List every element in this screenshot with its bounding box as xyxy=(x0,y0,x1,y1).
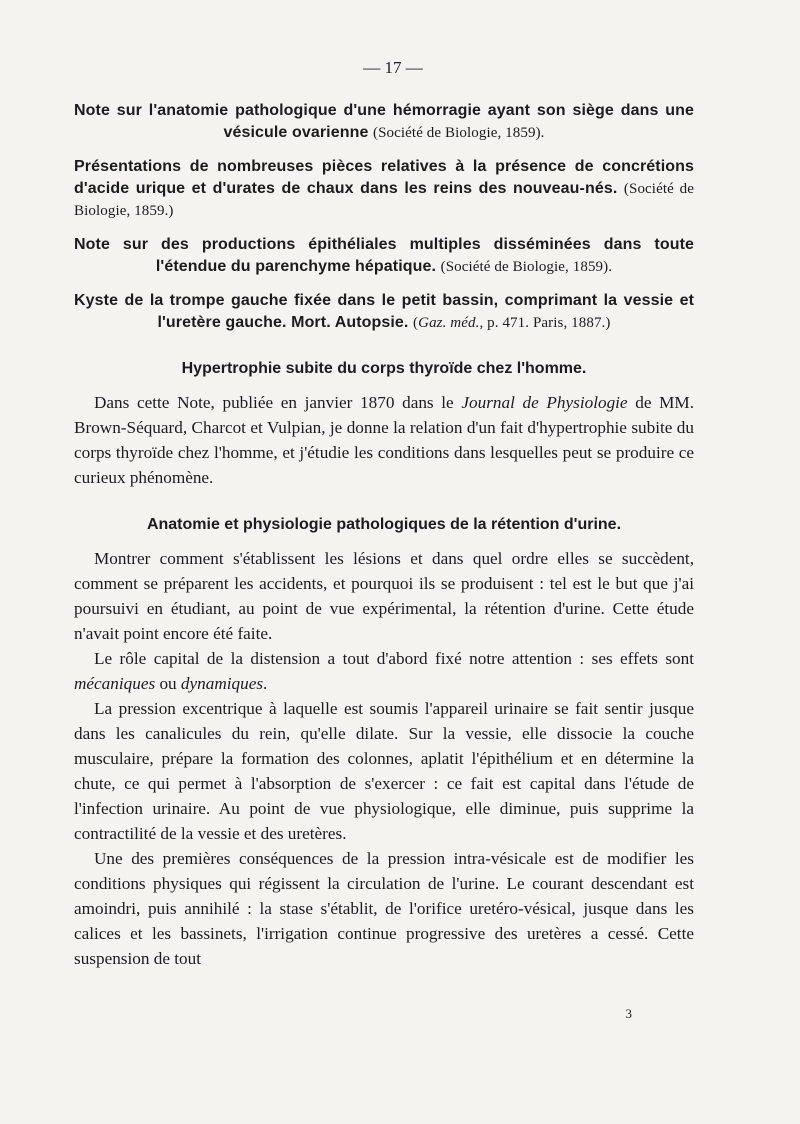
entry-title: Note sur des productions épithéliales multiples disséminées dans toute l'étendue du parenchyme hépatique. xyxy=(74,236,694,275)
journal-name: Gaz. méd. xyxy=(418,315,480,331)
bibliography-entry xyxy=(74,100,694,144)
entry-reference: (Société de Biologie, 1859.) xyxy=(74,181,695,219)
emphasis: dynamiques xyxy=(180,674,264,693)
body-paragraph: Une des premières conséquences de la pression intra-vésicale est de modifier les conditions physiques qui régissent la circulation de l'urine. Le courant descendant est amoindri, puis annihilé : la stase s'établit, de l'orifice uretéro-vésical, jusque dans les calices et les bassinets, l'irrigation continue progressive des uretères a cessé. Cette suspension de tout xyxy=(74,849,694,968)
body-paragraph: Le rôle capital de la distension a tout d'abord fixé notre attention : ses effets sont mécaniques ou dynamiques. xyxy=(74,649,694,693)
entry-title: Présentations de nombreuses pièces relatives à la présence de concrétions d'acide urique et d'urates de chaux dans les reins des nouveau-nés. xyxy=(74,158,694,197)
entry-title: Note sur l'anatomie pathologique d'une hémorragie ayant son siège dans une vésicule ovarienne xyxy=(74,102,694,141)
body-paragraph: Montrer comment s'établissent les lésions et dans quel ordre elles se succèdent, comment se préparent les accidents, et pourquoi ils se produisent : tel est le but que j'ai poursuivi en étudiant, au point de vue expérimental, la rétention d'urine. Cette étude n'avait point encore été faite. xyxy=(74,549,694,643)
entry-title: Kyste de la trompe gauche fixée dans le petit bassin, comprimant la vessie et l'uretère gauche. Mort. Autopsie. xyxy=(74,292,694,331)
bibliography-entry xyxy=(74,234,694,278)
bibliography-entry xyxy=(74,290,694,334)
signature-mark: 3 xyxy=(625,1006,632,1021)
section-title: Hypertrophie subite du corps thyroïde chez l'homme. xyxy=(181,360,587,377)
journal-name: Journal de Physiologie xyxy=(461,393,628,412)
body-paragraph: La pression excentrique à laquelle est soumis l'appareil urinaire se fait sentir jusque dans les canalicules du rein, qu'elle dilate. Sur la vessie, elle dissocie la couche musculaire, prépare la formation des colonnes, aplatit l'épithélium et en détermine la chute, ce qui permet à l'absorption de s'exercer : ce fait est capital dans l'étude de l'infection urinaire. Au point de vue physiologique, elle diminue, puis supprime la contractilité de la vessie et des uretères. xyxy=(74,699,694,843)
section-title: Anatomie et physiologie pathologiques de la rétention d'urine. xyxy=(146,516,622,533)
entry-reference: (Gaz. méd., p. 471. Paris, 1887.) xyxy=(413,315,611,331)
body-paragraph: Dans cette Note, publiée en janvier 1870 dans le Journal de Physiologie de MM. Brown-Séquard, Charcot et Vulpian, je donne la relation d'un fait d'hypertrophie subite du corps thyroïde chez l'homme, et j'étudie les conditions dans lesquelles peut se produire ce curieux phénomène. xyxy=(74,393,694,487)
page-number: — 17 — xyxy=(363,58,423,77)
bibliography-entry xyxy=(74,156,694,222)
entry-reference: (Société de Biologie, 1859). xyxy=(440,259,613,275)
emphasis: mécaniques xyxy=(74,674,156,693)
entry-reference: (Société de Biologie, 1859). xyxy=(373,125,545,141)
